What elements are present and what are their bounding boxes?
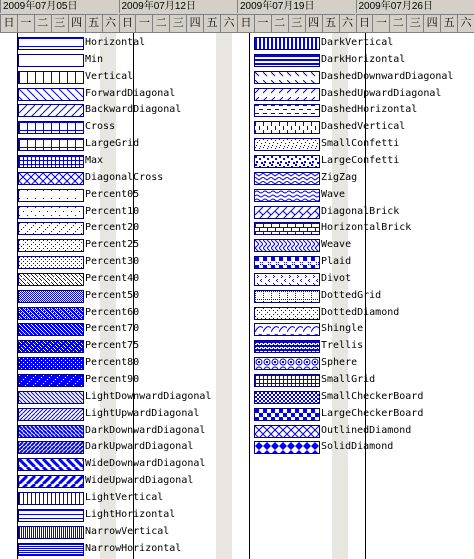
week-label: 2009年07月05日 — [0, 0, 119, 13]
pattern-swatch — [18, 256, 84, 269]
pattern-swatch — [254, 307, 320, 320]
day-header: 日 — [0, 14, 17, 32]
pattern-swatch — [18, 290, 84, 303]
pattern-label: Percent90 — [85, 374, 140, 385]
pattern-label: WideDownwardDiagonal — [85, 458, 206, 470]
pattern-swatch — [254, 104, 320, 117]
pattern-label: LightUpwardDiagonal — [85, 407, 200, 419]
day-header: 二 — [152, 14, 169, 32]
pattern-swatch — [18, 425, 84, 438]
pattern-swatch — [18, 526, 84, 539]
pattern-label: Min — [85, 53, 104, 65]
pattern-label: Percent50 — [85, 289, 140, 301]
weekend-column — [216, 33, 232, 559]
pattern-swatch — [254, 138, 320, 151]
pattern-swatch — [18, 37, 84, 50]
day-header: 二 — [34, 14, 51, 32]
pattern-label: DottedDiamond — [321, 306, 400, 318]
day-header: 三 — [169, 14, 186, 32]
pattern-swatch — [254, 54, 320, 67]
pattern-swatch — [254, 425, 320, 438]
day-header: 四 — [68, 14, 85, 32]
pattern-label: OutlinedDiamond — [321, 424, 412, 436]
pattern-label: Percent70 — [85, 323, 140, 335]
week-label: 2009年07月19日 — [237, 0, 356, 13]
pattern-label: DarkVertical — [321, 37, 394, 48]
day-header: 一 — [135, 14, 152, 32]
pattern-label: Percent20 — [85, 222, 140, 234]
pattern-label: NarrowHorizontal — [85, 542, 182, 554]
pattern-label: DashedDownwardDiagonal — [321, 70, 454, 82]
pattern-label: Shingle — [321, 323, 364, 335]
pattern-swatch — [18, 155, 84, 168]
pattern-label: SmallCheckerBoard — [321, 390, 424, 402]
pattern-label: NarrowVertical — [85, 525, 170, 537]
pattern-swatch — [18, 104, 84, 117]
pattern-swatch — [18, 323, 84, 336]
pattern-swatch — [254, 408, 320, 421]
pattern-swatch — [18, 441, 84, 454]
pattern-label: SolidDiamond — [321, 441, 394, 453]
pattern-swatch — [18, 172, 84, 185]
pattern-label: DashedHorizontal — [321, 104, 418, 116]
pattern-swatch — [254, 239, 320, 252]
pattern-label: DarkDownwardDiagonal — [85, 424, 206, 436]
pattern-swatch — [254, 88, 320, 101]
pattern-swatch — [254, 323, 320, 336]
pattern-swatch — [254, 37, 320, 50]
pattern-label: Wave — [321, 188, 346, 200]
pattern-swatch — [18, 543, 84, 556]
day-header: 四 — [305, 14, 322, 32]
pattern-swatch — [254, 172, 320, 185]
pattern-swatch — [254, 391, 320, 404]
pattern-swatch — [254, 155, 320, 168]
pattern-swatch — [254, 121, 320, 134]
pattern-label: Percent75 — [85, 340, 140, 352]
day-header: 日 — [119, 14, 136, 32]
week-divider — [249, 33, 250, 559]
pattern-label: Horizontal — [85, 37, 146, 48]
day-header: 五 — [440, 14, 457, 32]
pattern-label: Percent30 — [85, 256, 140, 268]
pattern-swatch — [254, 206, 320, 219]
day-header: 六 — [339, 14, 356, 32]
pattern-label: BackwardDiagonal — [85, 104, 182, 116]
pattern-label: Trellis — [321, 340, 364, 352]
pattern-swatch — [18, 121, 84, 134]
pattern-label: Percent40 — [85, 272, 140, 284]
pattern-swatch — [18, 391, 84, 404]
pattern-label: DiagonalBrick — [321, 205, 400, 217]
day-header: 六 — [220, 14, 237, 32]
pattern-label: Plaid — [321, 256, 352, 268]
pattern-label: DarkHorizontal — [321, 53, 406, 65]
pattern-swatch — [254, 340, 320, 353]
pattern-swatch — [254, 357, 320, 370]
day-header: 六 — [457, 14, 474, 32]
pattern-label: DashedVertical — [321, 121, 406, 133]
pattern-swatch — [18, 374, 84, 387]
pattern-swatch — [18, 475, 84, 488]
pattern-swatch — [18, 509, 84, 522]
pattern-swatch — [18, 408, 84, 421]
pattern-swatch — [254, 189, 320, 202]
pattern-swatch — [254, 71, 320, 84]
day-header: 日 — [237, 14, 254, 32]
pattern-label: ForwardDiagonal — [85, 87, 176, 99]
pattern-label: WideUpwardDiagonal — [85, 475, 194, 487]
day-header: 五 — [322, 14, 339, 32]
day-header: 五 — [203, 14, 220, 32]
day-header: 一 — [372, 14, 389, 32]
day-header: 二 — [389, 14, 406, 32]
pattern-swatch — [254, 290, 320, 303]
pattern-swatch — [254, 256, 320, 269]
pattern-label: Percent05 — [85, 188, 140, 200]
pattern-label: ZigZag — [321, 171, 358, 183]
pattern-swatch — [18, 88, 84, 101]
day-header: 五 — [85, 14, 102, 32]
pattern-swatch — [18, 138, 84, 151]
pattern-label: LightHorizontal — [85, 508, 176, 520]
pattern-label: SmallGrid — [321, 374, 376, 385]
pattern-swatch — [18, 340, 84, 353]
day-header: 四 — [423, 14, 440, 32]
pattern-label: LargeConfetti — [321, 154, 400, 166]
pattern-label: LargeGrid — [85, 138, 140, 150]
pattern-label: DashedUpwardDiagonal — [321, 87, 442, 99]
pattern-grid — [0, 33, 474, 559]
day-header: 六 — [102, 14, 119, 32]
day-header: 三 — [288, 14, 305, 32]
pattern-label: Max — [85, 154, 104, 166]
pattern-swatch — [18, 71, 84, 84]
pattern-swatch — [254, 441, 320, 454]
pattern-label: LightVertical — [85, 491, 164, 503]
pattern-swatch — [18, 307, 84, 320]
pattern-swatch — [18, 273, 84, 286]
pattern-label: DottedGrid — [321, 289, 382, 301]
day-header: 三 — [406, 14, 423, 32]
pattern-swatch — [254, 374, 320, 387]
week-label: 2009年07月26日 — [356, 0, 474, 13]
pattern-label: Percent60 — [85, 306, 140, 318]
pattern-label: Percent80 — [85, 357, 140, 369]
pattern-swatch — [254, 222, 320, 235]
pattern-label: Cross — [85, 121, 116, 133]
pattern-label: Percent10 — [85, 205, 140, 217]
pattern-label: SmallConfetti — [321, 138, 400, 150]
pattern-label: Vertical — [85, 70, 134, 82]
pattern-swatch — [18, 189, 84, 202]
pattern-label: DarkUpwardDiagonal — [85, 441, 194, 453]
pattern-swatch — [18, 357, 84, 370]
day-header: 一 — [254, 14, 271, 32]
week-label: 2009年07月12日 — [119, 0, 238, 13]
timeline-header — [0, 0, 474, 33]
pattern-label: Weave — [321, 239, 352, 251]
pattern-label: Percent25 — [85, 239, 140, 251]
day-header: 一 — [17, 14, 34, 32]
day-header: 日 — [356, 14, 373, 32]
pattern-swatch — [18, 54, 84, 67]
pattern-swatch — [254, 273, 320, 286]
day-header: 四 — [186, 14, 203, 32]
day-header: 二 — [271, 14, 288, 32]
pattern-swatch — [18, 458, 84, 471]
pattern-label: HorizontalBrick — [321, 222, 412, 234]
pattern-label: DiagonalCross — [85, 171, 164, 183]
pattern-label: LightDownwardDiagonal — [85, 390, 212, 402]
pattern-swatch — [18, 492, 84, 505]
pattern-swatch — [18, 239, 84, 252]
day-header: 三 — [51, 14, 68, 32]
pattern-label: Divot — [321, 272, 352, 284]
pattern-label: LargeCheckerBoard — [321, 407, 424, 419]
pattern-swatch — [18, 222, 84, 235]
pattern-swatch — [18, 206, 84, 219]
pattern-label: Sphere — [321, 357, 358, 369]
